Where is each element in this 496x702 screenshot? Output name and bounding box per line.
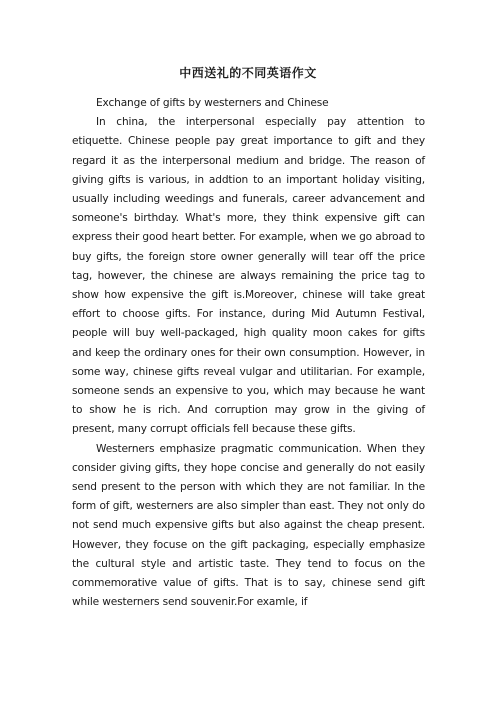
document-title: 中西送礼的不同英语作文 [179,66,317,80]
body-paragraph: In china, the interpersonal especially pay attention to etiquette. Chinese people pay great importance to gift and they regard it as the interpersonal medium and bridge. The reason of giving gifts is various, in addtion to an important holiday visiting, usually including weedings and funerals, career advancement and someone's birthday. What's more, they think expensive gift can express their good heart better. For example, when we go abroad to buy gifts, the foreign store owner generally will tear off the price tag, however, the chinese are always remaining the price tag to show how expensive the gift is.Moreover, chinese will take great effort to choose gifts. For instance, during Mid Autumn Festival, people will buy well-packaged, high quality moon cakes for gifts and keep the ordinary ones for their own consumption. However, in some way, chinese gifts reveal vulgar and utilitarian. For example, someone sends an expensive to you, which may because he want to show he is rich. And corruption may grow in the giving of present, many corrupt officials fell because these gifts. [72,116,425,436]
body-paragraph: Westerners emphasize pragmatic communication. When they consider giving gifts, they hope concise and generally do not easily send present to the person with which they are not familiar. In the form of gift, westerners are also simpler than east. They not only do not send much expensive gifts but also against the cheap present. However, they focuse on the gift packaging, especially emphasize the cultural style and artistic taste. They tend to focus on the commemorative value of gifts. That is to say, chinese send gift while westerners send souvenir.For examle, if [72,442,425,609]
document-body [72,94,425,612]
subtitle-paragraph: Exchange of gifts by westerners and Chinese [96,97,329,109]
